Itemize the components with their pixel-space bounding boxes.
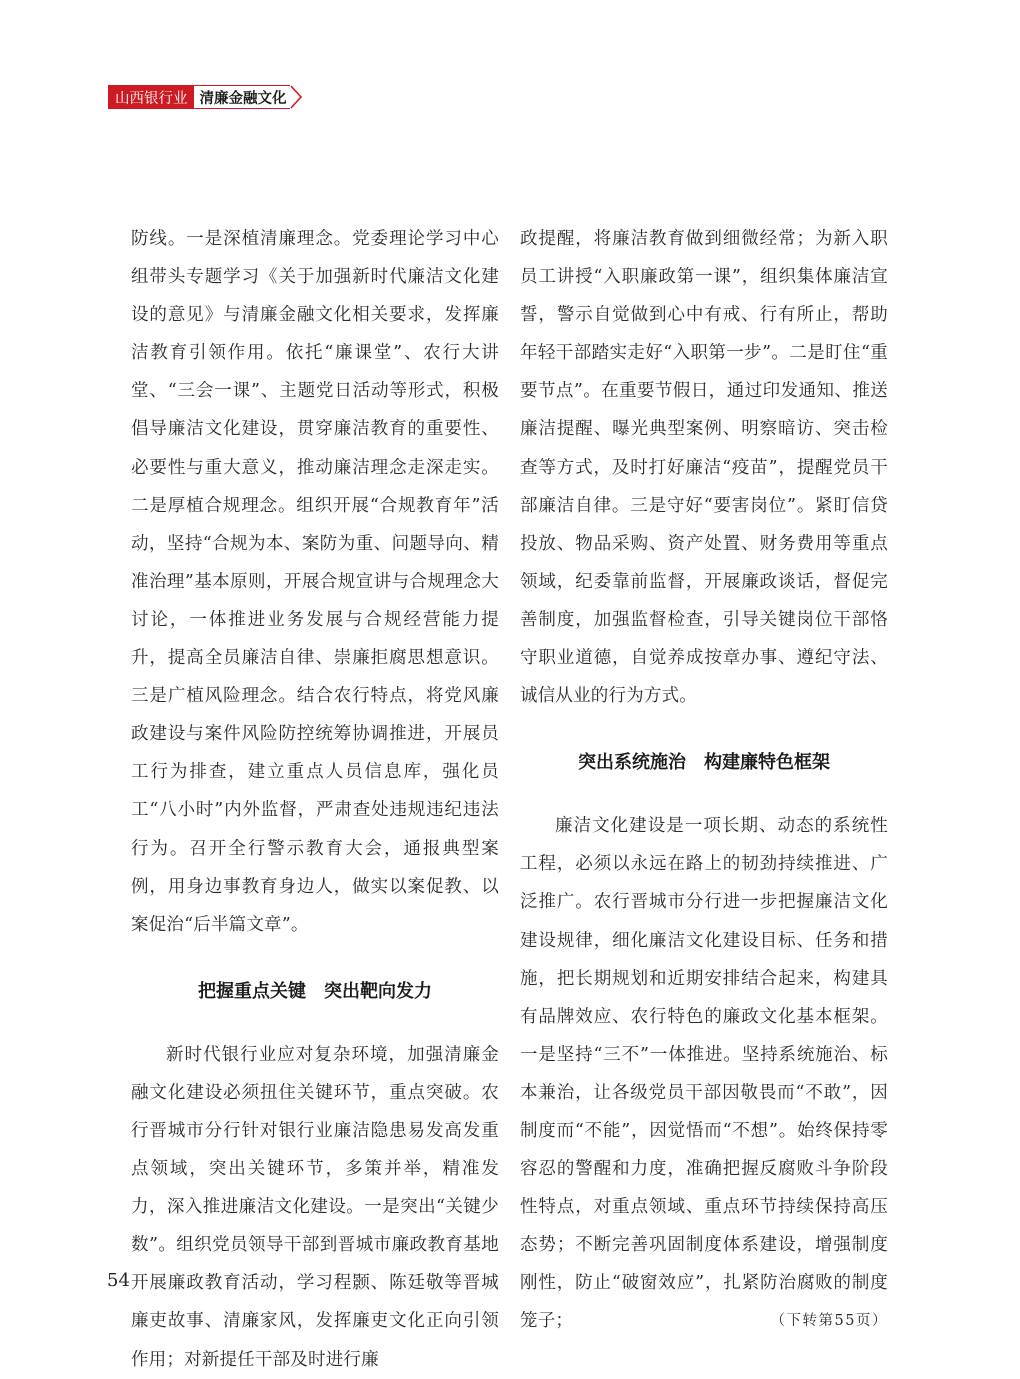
header-title: 清廉金融文化 (194, 85, 290, 109)
body-paragraph: 政提醒，将廉洁教育做到细微经常；为新入职员工讲授“入职廉政第一课”，组织集体廉洁宣誓，警示自觉做到心中有戒、行有所止，帮助年轻干部踏实走好“入职第一步”。二是盯住“重要节点”。在重要节假日，通过印发通知、推送廉洁提醒、曝光典型案例、明察暗访、突击检查等方式，及时打好廉洁“疫苗”，提醒党员干部廉洁自律。三是守好“要害岗位”。紧盯信贷投放、物品采购、资产处置、财务费用等重点领域，纪委靠前监督，开展廉政谈话，督促完善制度，加强监督检查，引导关键岗位干部恪守职业道德，自觉养成按章办事、遵纪守法、诚信从业的行为方式。 (520, 229, 888, 707)
continued-note: （下转第55页） (770, 1313, 888, 1330)
body-paragraph: 防线。一是深植清廉理念。党委理论学习中心组带头专题学习《关于加强新时代廉洁文化建设的意见》与清廉金融文化相关要求，发挥廉洁教育引领作用。依托“廉课堂”、农行大讲堂、“三会一课”、主题党日活动等形式，积极倡导廉洁文化建设，贯穿廉洁教育的重要性、必要性与重大意义，推动廉洁理念走深走实。二是厚植合规理念。组织开展“合规教育年”活动，坚持“合规为本、案防为重、问题导向、精准治理”基本原则，开展合规宣讲与合规理念大讨论，一体推进业务发展与合规经营能力提升，提高全员廉洁自律、崇廉拒腐思想意识。三是广植风险理念。结合农行特点，将党风廉政建设与案件风险防控统筹协调推进，开展员工行为排查，建立重点人员信息库，强化员工“八小时”内外监督，严肃查处违规违纪违法行为。召开全行警示教育大会，通报典型案例，用身边事教育身边人，做实以案促教、以案促治“后半篇文章”。 (131, 229, 499, 935)
section-heading: 突出系统施治 构建廉特色框架 (578, 752, 830, 774)
left-column (131, 220, 499, 1379)
running-header (108, 85, 304, 109)
chevron-right-icon (290, 85, 304, 109)
header-section-label: 山西银行业 (108, 85, 194, 109)
section-heading: 把握重点关键 突出靶向发力 (198, 980, 432, 1002)
page-number: 54 (107, 1270, 130, 1291)
right-column (520, 220, 888, 1341)
body-paragraph: 新时代银行业应对复杂环境，加强清廉金融文化建设必须扭住关键环节，重点突破。农行晋城市分行针对银行业廉洁隐患易发高发重点领域，突出关键环节，多策并举，精准发力，深入推进廉洁文化建设。一是突出“关键少数”。组织党员领导干部到晋城市廉政教育基地开展廉政教育活动，学习程颢、陈廷敬等晋城廉吏故事、清廉家风，发挥廉吏文化正向引领作用；对新提任干部及时进行廉 (131, 1044, 499, 1370)
body-paragraph (520, 807, 888, 1340)
paragraph-text: 廉洁文化建设是一项长期、动态的系统性工程，必须以永远在路上的韧劲持续推进、广泛推广。农行晋城市分行进一步把握廉洁文化建设规律，细化廉洁文化建设目标、任务和措施，把长期规划和近期安排结合起来，构建具有品牌效应、农行特色的廉政文化基本框架。一是坚持“三不”一体推进。坚持系统施治、标本兼治，让各级党员干部因敬畏而“不敢”，因制度而“不能”，因觉悟而“不想”。始终保持零容忍的警醒和力度，准确把握反腐败斗争阶段性特点，对重点领域、重点环节持续保持高压态势；不断完善巩固制度体系建设，增强制度刚性，防止“破窗效应”，扎紧防治腐败的制度笼子； (520, 816, 888, 1332)
